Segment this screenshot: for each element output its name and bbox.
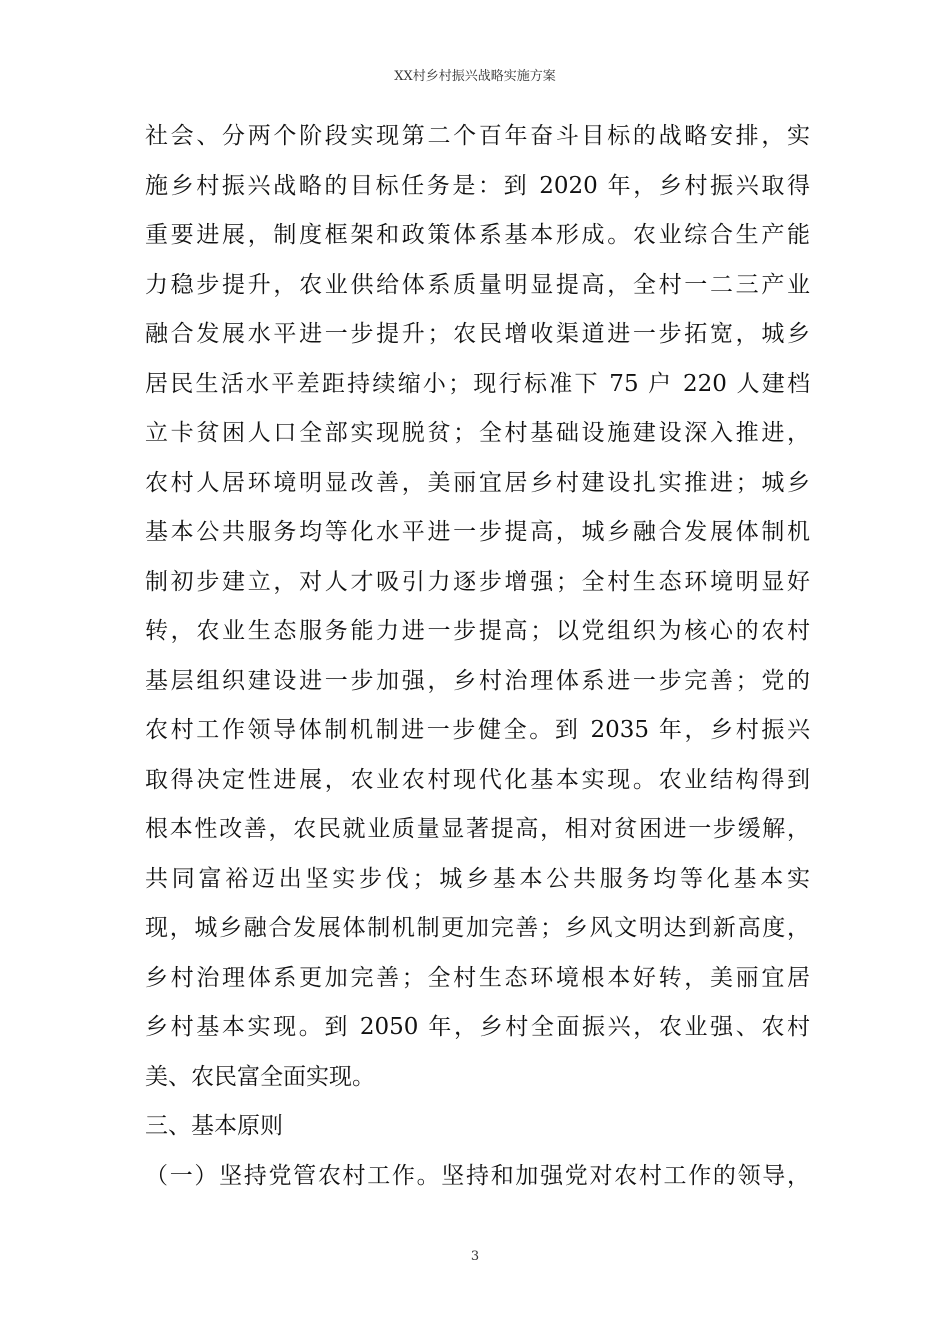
- text-line: 转，农业生态服务能力进一步提高；以党组织为核心的农村: [145, 618, 810, 644]
- text-line: 社会、分两个阶段实现第二个百年奋斗目标的战略安排，实: [145, 123, 810, 149]
- page-footer: [0, 1249, 950, 1265]
- text-line: 制初步建立，对人才吸引力逐步增强；全村生态环境明显好: [145, 568, 810, 595]
- header-title: XX村乡村振兴战略实施方案: [394, 69, 556, 84]
- text-line: 取得决定性进展，农业农村现代化基本实现。农业结构得到: [145, 766, 810, 793]
- text-line: 基本公共服务均等化水平进一步提高，城乡融合发展体制机: [145, 519, 810, 545]
- page-header: [0, 69, 950, 85]
- text-line: 共同富裕迈出坚实步伐；城乡基本公共服务均等化基本实: [145, 865, 810, 892]
- text-line: 根本性改善，农民就业质量显著提高，相对贫困进一步缓解，: [145, 816, 810, 842]
- page-number: 3: [470, 1249, 480, 1264]
- text-line: 现，城乡融合发展体制机制更加完善；乡风文明达到新高度，: [145, 915, 810, 941]
- text-line: 融合发展水平进一步提升；农民增收渠道进一步拓宽，城乡: [145, 321, 810, 347]
- text-line: 农村工作领导体制机制进一步健全。到 2035 年，乡村振兴: [145, 717, 810, 743]
- text-line: 农村人居环境明显改善，美丽宜居乡村建设扎实推进；城乡: [145, 469, 810, 496]
- text-line: 美、农民富全面实现。: [145, 1063, 375, 1090]
- text-line: 居民生活水平差距持续缩小；现行标准下 75 户 220 人建档: [145, 370, 810, 397]
- text-line: 基层组织建设进一步加强，乡村治理体系进一步完善；党的: [145, 667, 810, 694]
- text-line: 立卡贫困人口全部实现脱贫；全村基础设施建设深入推进，: [145, 420, 810, 446]
- text-line: 施乡村振兴战略的目标任务是：到 2020 年，乡村振兴取得: [145, 172, 810, 199]
- text-line: 重要进展，制度框架和政策体系基本形成。农业综合生产能: [145, 222, 810, 248]
- text-line: 力稳步提升，农业供给体系质量明显提高，全村一二三产业: [145, 271, 810, 298]
- document-body: [145, 112, 810, 1201]
- text-line: 乡村基本实现。到 2050 年，乡村全面振兴，农业强、农村: [145, 1014, 810, 1040]
- section-heading: 三、基本原则: [145, 1113, 283, 1139]
- text-line: 乡村治理体系更加完善；全村生态环境根本好转，美丽宜居: [145, 964, 810, 991]
- subsection-line: （一）坚持党管农村工作。坚持和加强党对农村工作的领导，: [145, 1162, 810, 1189]
